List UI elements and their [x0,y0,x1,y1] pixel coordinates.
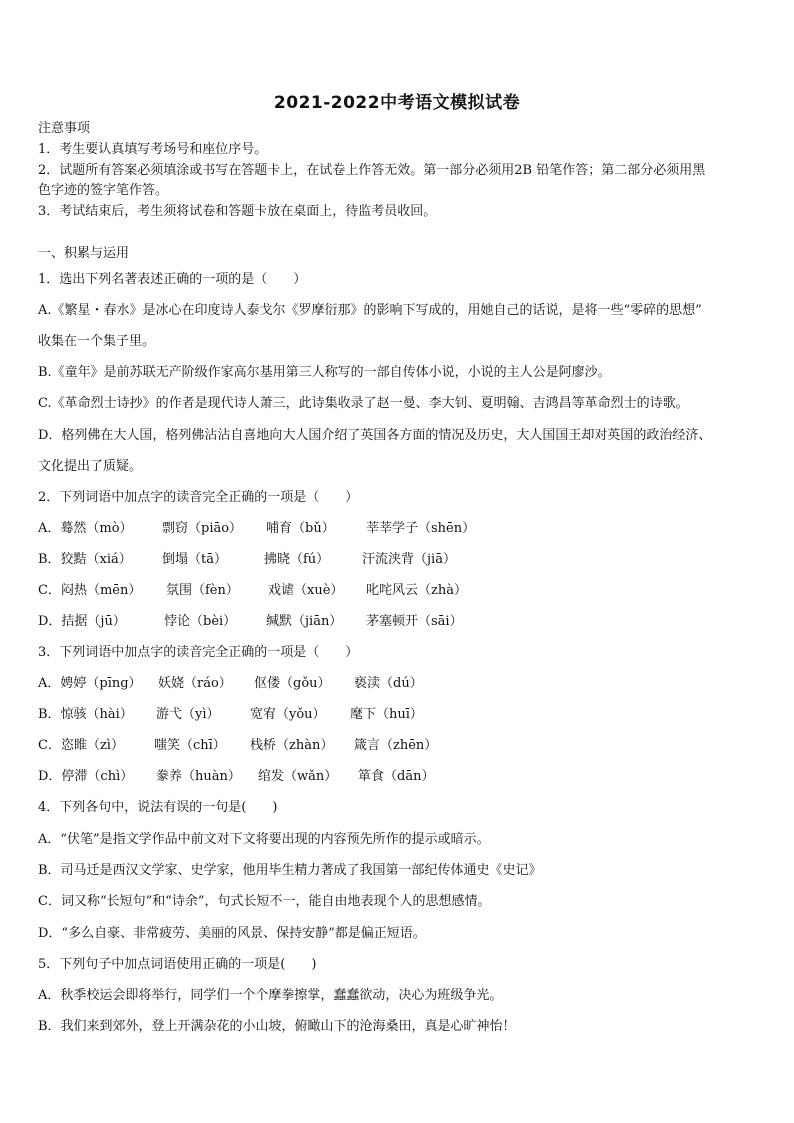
q3-word: 嗤笑（chī） [154,738,226,753]
q1-option-line: A.《繁星・春水》是冰心在印度诗人泰戈尔《罗摩衍那》的影响下写成的，用她自己的话说，是将一些“零碎的思想” [38,303,702,318]
q4-option-line: B．司马迁是西汉文学家、史学家，他用毕生精力著成了我国第一部纪传体通史《史记》 [38,863,542,878]
q2-word: 叱咤风云（zhà） [366,583,467,598]
q4-option-line: D．“多么自豪、非常疲劳、美丽的风景、保持安静”都是偏正短语。 [38,926,426,941]
q2-word: 汗流浃背（jiā） [362,552,456,567]
q5-option-line: B．我们来到郊外，登上开满杂花的小山坡，俯瞰山下的沧海桑田，真是心旷神怡！ [38,1019,516,1034]
q3-option-row [38,707,423,723]
q3-word: 箴言（zhēn） [354,738,438,753]
q2-word: 氛围（fèn） [166,583,239,598]
q2-word: 倒塌（tā） [162,552,227,567]
q3-option-row [38,738,437,754]
q1-option-line: D．格列佛在大人国，格列佛沾沾自喜地向大人国介绍了英国各方面的情况及历史，大人国国王却对英国的政治经济、 [38,428,712,443]
q2-word: 缄默（jiān） [266,614,343,629]
q2-option-row [38,614,463,630]
notice-item: 1．考生要认真填写考场号和座位序号。 [38,142,268,157]
q4-stem: 4．下列各句中，说法有误的一句是( ) [38,800,278,815]
q5-stem: 5．下列句子中加点词语使用正确的一项是( ) [38,957,317,972]
q3-word: 豢养（huàn） [156,769,241,784]
q2-word: 戏谑（xuè） [268,583,344,598]
q2-option-d: D．拮据（jū） [38,614,126,629]
q3-word: 绾发（wǎn） [258,769,338,784]
q2-option-a: A．蓦然（mò） [38,521,133,536]
notice-item: 色字迹的签字笔作答。 [38,183,169,198]
q5-option-line: A．秋季校运会即将举行，同学们一个个摩拳擦掌，蠢蠢欲动，决心为班级争光。 [38,988,503,1003]
q2-word: 茅塞顿开（sāi） [366,614,463,629]
q3-word: 麾下（huī） [350,707,423,722]
q2-word: 悖论（bèi） [164,614,237,629]
q1-option-line: 收集在一个集子里。 [38,334,156,349]
q4-option-line: C．词又称“长短句”和“诗余”，句式长短不一，能自由地表现个人的思想感情。 [38,894,491,909]
q3-word: 伛偻（gǒu） [254,676,331,691]
q2-option-row [38,552,456,568]
q3-option-d: D．停滞（chì） [38,769,134,784]
q2-word: 莘莘学子（shēn） [366,521,476,536]
q3-word: 栈桥（zhàn） [250,738,334,753]
q1-option-line: C.《革命烈士诗抄》的作者是现代诗人萧三，此诗集收录了赵一曼、李大钊、夏明翰、吉鸿昌等革命烈士的诗歌。 [38,396,689,411]
q2-stem: 2．下列词语中加点字的读音完全正确的一项是（ ） [38,490,359,505]
notice-heading: 注意事项 [38,121,91,136]
q3-option-row [38,769,434,785]
q2-option-b: B．狡黠（xiá） [38,552,132,567]
q1-option-line: B.《童年》是前苏联无产阶级作家高尔基用第三人称写的一部自传体小说，小说的主人公是阿廖沙。 [38,365,611,380]
q2-option-row [38,583,467,599]
q3-option-a: A．娉婷（pīng） [38,676,142,691]
q4-option-line: A．“伏笔”是指文学作品中前文对下文将要出现的内容预先所作的提示或暗示。 [38,832,490,847]
q3-word: 游弋（yì） [156,707,220,722]
q2-option-row [38,521,475,537]
page-title: 2021-2022中考语文模拟试卷 [273,93,521,113]
q3-option-b: B．惊骇（hài） [38,707,133,722]
q1-option-line: 文化提出了质疑。 [38,459,143,474]
q3-option-c: C．恣睢（zì） [38,738,124,753]
q3-word: 箪食（dān） [358,769,435,784]
q1-stem: 1．选出下列名著表述正确的一项的是（ ） [38,272,307,287]
notice-item: 3．考试结束后，考生须将试卷和答题卡放在桌面上，待监考员收回。 [38,204,437,219]
q2-word: 剽窃（piāo） [162,521,243,536]
q2-option-c: C．闷热（mēn） [38,583,142,598]
q2-word: 哺育（bǔ） [266,521,335,536]
q3-word: 亵渎（dú） [354,676,423,691]
q2-word: 拂晓（fú） [264,552,330,567]
q3-stem: 3．下列词语中加点字的读音完全正确的一项是（ ） [38,645,359,660]
q3-word: 宽宥（yǒu） [250,707,326,722]
q3-option-row [38,676,423,692]
q3-word: 妖娆（ráo） [158,676,232,691]
section-heading: 一、积累与运用 [38,246,130,261]
notice-item: 2．试题所有答案必须填涂或书写在答题卡上，在试卷上作答无效。第一部分必须用2B 铅笔作答；第二部分必须用黑 [38,163,706,178]
